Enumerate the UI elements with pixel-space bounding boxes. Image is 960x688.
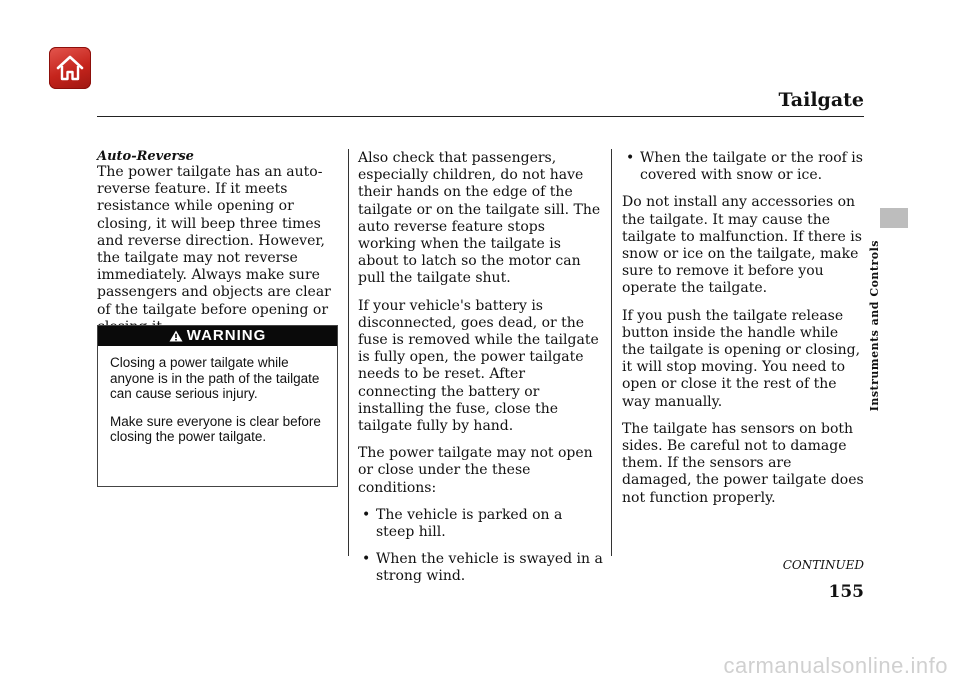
continued-label: CONTINUED xyxy=(782,558,864,572)
battery-reset-paragraph: If your vehicle's battery is disconnected, goes dead, or the fuse is removed while the tailgate is fully open, the power tailgate needs to be reset. After connecting the battery or installing the fuse, close the tailgate fully by hand. xyxy=(358,297,599,435)
title-divider xyxy=(97,116,864,117)
list-item xyxy=(358,507,603,541)
list-item-text: The vehicle is parked on a steep hill. xyxy=(376,506,563,541)
warning-text-2: Make sure everyone is clear before closing the power tailgate. xyxy=(110,413,321,444)
check-passengers-paragraph: Also check that passengers, especially children, do not have their hands on the edge of the tailgate or on the tailgate sill. The auto reverse feature stops working when the tailgate is about to latch so the motor can pull the tailgate shut. xyxy=(358,150,601,287)
warning-label: WARNING xyxy=(186,327,267,344)
sensors-paragraph: The tailgate has sensors on both sides. Be careful not to damage them. If the sensors are damaged, the power tailgate does not function properly. xyxy=(622,420,864,506)
section-side-label xyxy=(868,240,888,460)
release-button-paragraph: If you push the tailgate release button inside the handle while the tailgate is opening or closing, it will stop moving. You need to open or close it the rest of the way manually. xyxy=(622,307,861,410)
section-title: Tailgate xyxy=(778,89,864,111)
warning-box xyxy=(97,325,338,487)
column-1 xyxy=(97,150,343,346)
bullet-icon: • xyxy=(626,150,635,166)
list-item xyxy=(358,551,603,585)
side-label-text: Instruments and Controls xyxy=(868,240,881,412)
column-divider-1 xyxy=(348,149,349,556)
warning-triangle-icon xyxy=(169,330,183,342)
list-item-text: When the vehicle is swayed in a strong wind. xyxy=(376,551,603,585)
warning-text-1: Closing a power tailgate while anyone is in the path of the tailgate can cause serious injury. xyxy=(110,355,320,401)
column-divider-2 xyxy=(611,149,612,556)
bullet-icon: • xyxy=(362,551,371,568)
column-3 xyxy=(622,150,864,517)
warning-header xyxy=(98,326,337,346)
auto-reverse-paragraph: The power tailgate has an auto-reverse feature. If it meets resistance while opening or closing, it will beep three times and reverse direction. However, the tailgate may not reverse immediately. Always make sure passengers and objects are clear of the tailgate before opening or xyxy=(97,164,331,318)
warning-body xyxy=(98,346,337,445)
home-icon xyxy=(55,53,85,83)
list-item-text: When the tailgate or the roof is covered with snow or ice. xyxy=(640,150,863,184)
section-tab xyxy=(880,208,908,228)
bullet-icon: • xyxy=(362,506,371,523)
watermark: carmanualsonline.info xyxy=(723,653,948,678)
page-number: 155 xyxy=(828,582,864,602)
home-button[interactable] xyxy=(49,47,91,89)
list-item xyxy=(622,150,864,184)
conditions-intro-paragraph: The power tailgate may not open or close under the these conditions: xyxy=(358,445,593,496)
column-2 xyxy=(358,150,603,596)
auto-reverse-heading: Auto-Reverse xyxy=(97,149,194,164)
accessories-paragraph: Do not install any accessories on the tailgate. It may cause the tailgate to malfunction. If there is snow or ice on the tailgate, make sure to remove it before you operate the tailgate. xyxy=(622,194,862,297)
